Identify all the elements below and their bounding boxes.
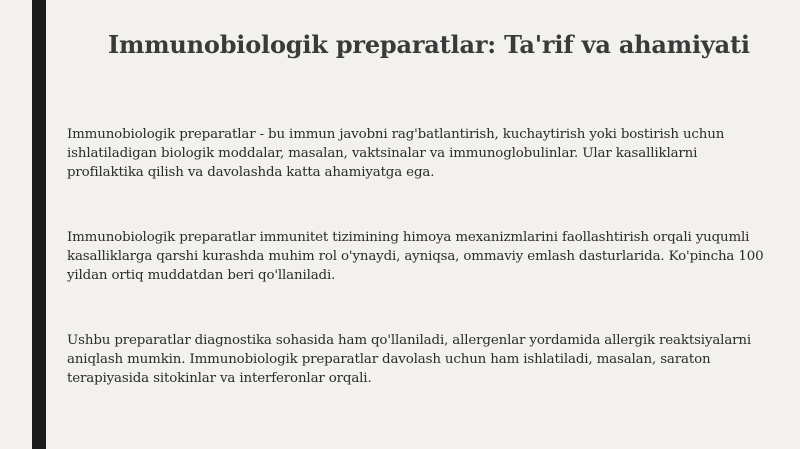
slide-title: Immunobiologik preparatlar: Ta'rif va ahamiyati	[108, 30, 750, 59]
paragraph-definition: Immunobiologik preparatlar - bu immun javobni rag'batlantirish, kuchaytirish yoki bostirish uchun ishlatiladigan biologik moddalar, masalan, vaktsinalar va immunoglobulinlar. Ular kasalliklarni profilaktika qilish va davolashda katta ahamiyatga ega.	[67, 127, 725, 180]
paragraph-immune-role: Immunobiologik preparatlar immunitet tizimining himoya mexanizmlarini faollashtirish orqali yuqumli kasalliklarga qarshi kurashda muhim rol o'ynaydi, ayniqsa, ommaviy emlash dasturlarida. Ko'pincha 100 yildan ortiq muddatdan beri qo'llaniladi.	[67, 230, 764, 283]
paragraph-diagnostics: Ushbu preparatlar diagnostika sohasida ham qo'llaniladi, allergenlar yordamida allergik reaktsiyalarni aniqlash mumkin. Immunobiologik preparatlar davolash uchun ham ishlatiladi, masalan, saraton terapiyasida sitokinlar va interferonlar orqali.	[67, 333, 752, 386]
left-accent-bar	[32, 0, 46, 449]
